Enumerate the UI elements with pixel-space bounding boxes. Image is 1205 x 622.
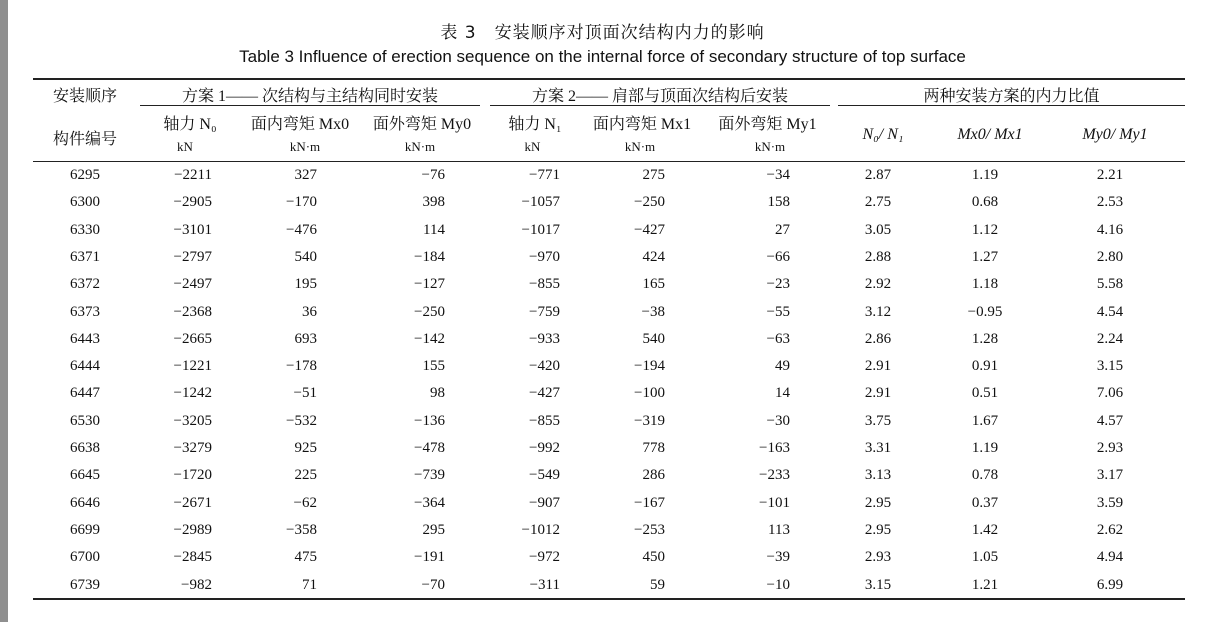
cell-axial-n1: −759 (529, 303, 560, 320)
header-ratio: 两种安装方案的内力比值 (923, 88, 1100, 105)
cell-axial-n0: −3101 (173, 221, 212, 238)
unit-n0: kN (177, 139, 193, 154)
cell-axial-n0: −3205 (173, 412, 212, 429)
cell-member-id: 6530 (70, 412, 100, 429)
cell-outplane-my0: −364 (414, 494, 445, 511)
cell-ratio-n: 2.91 (864, 358, 892, 375)
cell-outplane-my0: −76 (421, 167, 445, 183)
cell-ratio-n: 3.12 (864, 303, 892, 320)
cell-inplane-mx0: 693 (294, 330, 317, 347)
cell-ratio-n: 3.13 (864, 467, 892, 484)
header-inplane-mx0: 面内弯矩 Mx0 (250, 116, 350, 133)
table-caption-en: Table 3 Influence of erection sequence on the internal force of secondary structure of top surface (239, 47, 966, 66)
cell-ratio-my: 2.24 (1096, 330, 1124, 347)
cell-axial-n1: −933 (529, 330, 560, 347)
cell-axial-n1: −311 (529, 576, 560, 593)
cell-member-id: 6739 (70, 576, 100, 593)
cell-ratio-mx: 1.42 (971, 521, 999, 538)
cell-outplane-my0: 398 (422, 194, 445, 211)
cell-outplane-my1: 27 (775, 221, 790, 238)
cell-outplane-my1: −39 (766, 549, 790, 566)
header-outplane-my0: 面外弯矩 My0 (372, 116, 472, 133)
cell-ratio-mx: 1.19 (971, 440, 999, 456)
cell-outplane-my0: −142 (414, 330, 445, 347)
cell-outplane-my1: −55 (766, 303, 790, 320)
cell-outplane-my0: −739 (414, 467, 445, 484)
cell-outplane-my1: −63 (766, 330, 790, 347)
cell-axial-n1: −972 (529, 549, 560, 566)
cell-inplane-mx1: −253 (634, 521, 665, 538)
cell-ratio-my: 2.62 (1096, 521, 1124, 538)
cell-outplane-my1: 14 (775, 385, 790, 402)
cell-inplane-mx1: −194 (634, 358, 665, 375)
header-plan1: 方案 1—— 次结构与主结构同时安装 (181, 88, 438, 105)
cell-outplane-my1: 113 (768, 521, 790, 538)
cell-inplane-mx1: 778 (642, 440, 665, 456)
cell-axial-n0: −3279 (173, 440, 212, 456)
header-ratio-mx: Mx0/ Mx1 (957, 126, 1023, 143)
cell-inplane-mx1: −38 (641, 303, 665, 320)
cell-inplane-mx0: −62 (293, 494, 317, 511)
cell-ratio-mx: −0.95 (967, 303, 1003, 320)
unit-n1: kN (524, 139, 541, 154)
cell-ratio-my: 3.17 (1096, 467, 1124, 484)
header-ratio-n: N₀/ N₁ (862, 126, 904, 143)
cell-inplane-mx0: −178 (286, 358, 317, 375)
cell-member-id: 6699 (70, 521, 100, 538)
cell-axial-n1: −970 (529, 248, 560, 265)
cell-ratio-my: 2.53 (1096, 194, 1124, 211)
cell-inplane-mx0: 225 (294, 467, 317, 484)
top-rule (33, 78, 1185, 80)
cell-axial-n1: −1017 (521, 221, 560, 238)
cell-axial-n1: −855 (529, 412, 560, 429)
cell-inplane-mx0: 925 (294, 440, 317, 456)
cell-inplane-mx1: −319 (634, 412, 665, 429)
cell-ratio-my: 3.15 (1096, 358, 1124, 375)
cell-axial-n0: −2368 (173, 303, 212, 320)
cell-inplane-mx0: 475 (294, 549, 317, 566)
cell-inplane-mx1: 275 (642, 167, 665, 183)
cell-ratio-my: 4.54 (1096, 303, 1124, 320)
cell-axial-n1: −1012 (521, 521, 560, 538)
unit-mx1: kN·m (624, 139, 656, 154)
table-caption-cn: 表 3 安装顺序对顶面次结构内力的影响 (440, 23, 765, 43)
cell-outplane-my1: −34 (766, 167, 790, 183)
cell-axial-n0: −2665 (173, 330, 212, 347)
cell-ratio-mx: 0.91 (971, 358, 999, 375)
cell-inplane-mx0: 540 (294, 248, 317, 265)
cell-ratio-n: 2.91 (864, 385, 892, 402)
cell-outplane-my0: 114 (423, 221, 445, 238)
cell-ratio-mx: 1.18 (971, 276, 999, 293)
unit-my0: kN·m (404, 139, 436, 154)
cell-ratio-mx: 0.51 (971, 385, 999, 402)
cell-outplane-my0: −478 (414, 440, 445, 456)
cell-ratio-my: 7.06 (1096, 385, 1124, 402)
cell-outplane-my1: −66 (766, 248, 790, 265)
unit-mx0: kN·m (289, 139, 321, 154)
cell-ratio-n: 2.87 (864, 167, 892, 183)
cell-inplane-mx1: 59 (650, 576, 665, 593)
cell-inplane-mx1: 286 (642, 467, 665, 484)
cell-ratio-n: 3.05 (864, 221, 892, 238)
cell-inplane-mx0: 195 (294, 276, 317, 293)
cell-ratio-my: 4.57 (1096, 412, 1124, 429)
cell-inplane-mx1: −100 (634, 385, 665, 402)
header-inplane-mx1: 面内弯矩 Mx1 (592, 116, 692, 133)
cell-ratio-mx: 0.78 (971, 467, 999, 484)
cell-inplane-mx1: −250 (634, 194, 665, 211)
cell-axial-n0: −2497 (173, 276, 212, 293)
cell-axial-n1: −1057 (521, 194, 560, 211)
cell-ratio-n: 3.15 (864, 576, 892, 593)
cell-ratio-my: 2.21 (1096, 167, 1124, 183)
cell-axial-n1: −855 (529, 276, 560, 293)
cell-outplane-my0: −250 (414, 303, 445, 320)
cell-member-id: 6295 (70, 167, 100, 183)
cell-inplane-mx0: 71 (302, 576, 317, 593)
cell-ratio-mx: 0.37 (971, 494, 999, 511)
unit-my1: kN·m (754, 139, 786, 154)
cell-axial-n1: −549 (529, 467, 560, 484)
left-edge-bar (0, 0, 8, 622)
cell-ratio-n: 2.86 (864, 330, 892, 347)
header-sequence: 安装顺序 (52, 88, 117, 105)
cell-ratio-mx: 1.05 (971, 549, 999, 566)
cell-outplane-my0: 295 (422, 521, 445, 538)
cell-axial-n0: −1720 (173, 467, 212, 484)
cell-member-id: 6646 (70, 494, 100, 511)
cell-inplane-mx0: −358 (286, 521, 317, 538)
cell-ratio-mx: 1.12 (971, 221, 999, 238)
cell-outplane-my0: 98 (430, 385, 445, 402)
cell-inplane-mx0: 36 (302, 303, 317, 320)
cell-axial-n0: −2211 (174, 167, 212, 183)
cell-ratio-mx: 1.67 (971, 412, 999, 429)
cell-axial-n0: −982 (181, 576, 212, 593)
header-ratio-my: My0/ My1 (1082, 126, 1148, 143)
cell-axial-n0: −2989 (173, 521, 212, 538)
cell-member-id: 6645 (70, 467, 100, 484)
cell-outplane-my1: −23 (766, 276, 790, 293)
cell-ratio-n: 2.92 (864, 276, 892, 293)
cell-outplane-my1: 49 (775, 358, 790, 375)
cell-inplane-mx1: 424 (642, 248, 665, 265)
cell-axial-n1: −992 (529, 440, 560, 456)
header-axial-n1: 轴力 N₁ (508, 116, 562, 133)
cell-inplane-mx0: −51 (293, 385, 317, 402)
header-outplane-my1: 面外弯矩 My1 (718, 116, 817, 133)
cell-outplane-my0: −184 (414, 248, 445, 265)
cell-ratio-mx: 1.19 (971, 167, 999, 183)
cell-ratio-n: 3.31 (864, 440, 892, 456)
cell-axial-n1: −427 (529, 385, 560, 402)
cell-outplane-my0: −191 (414, 549, 445, 566)
cell-ratio-my: 3.59 (1096, 494, 1124, 511)
cell-outplane-my1: −233 (759, 467, 790, 484)
cell-member-id: 6444 (70, 358, 100, 375)
cell-axial-n0: −2845 (173, 549, 212, 566)
cell-ratio-n: 2.95 (864, 521, 892, 538)
cell-member-id: 6443 (70, 330, 100, 347)
cell-outplane-my1: −30 (766, 412, 790, 429)
cell-outplane-my1: −163 (759, 440, 790, 456)
cell-member-id: 6638 (70, 440, 100, 456)
cell-outplane-my0: −127 (414, 276, 445, 293)
cell-outplane-my0: −70 (421, 576, 445, 593)
header-member-id: 构件编号 (52, 131, 117, 148)
cell-ratio-my: 4.16 (1096, 221, 1124, 238)
cell-ratio-my: 2.80 (1096, 248, 1124, 265)
header-plan2: 方案 2—— 肩部与顶面次结构后安装 (531, 88, 788, 105)
cell-inplane-mx0: −476 (286, 221, 317, 238)
cell-member-id: 6300 (70, 194, 100, 211)
cell-ratio-mx: 1.28 (971, 330, 999, 347)
cell-member-id: 6371 (70, 248, 100, 265)
cell-axial-n0: −2797 (173, 248, 212, 265)
cell-ratio-n: 2.88 (864, 248, 892, 265)
cell-member-id: 6372 (70, 276, 100, 293)
cell-ratio-n: 2.75 (864, 194, 892, 211)
cell-inplane-mx1: 540 (642, 330, 665, 347)
cell-member-id: 6447 (70, 385, 100, 402)
cell-member-id: 6373 (70, 303, 100, 320)
cell-inplane-mx1: 165 (642, 276, 665, 293)
cell-member-id: 6700 (70, 549, 100, 566)
cell-ratio-n: 3.75 (864, 412, 892, 429)
cell-inplane-mx1: −427 (634, 221, 665, 238)
cell-inplane-mx0: −532 (286, 412, 317, 429)
cell-axial-n0: −2905 (173, 194, 212, 211)
cell-axial-n1: −907 (529, 494, 560, 511)
cell-inplane-mx0: −170 (286, 194, 317, 211)
cell-ratio-n: 2.93 (864, 549, 892, 566)
cell-inplane-mx0: 327 (294, 167, 317, 183)
cell-outplane-my1: −10 (766, 576, 790, 593)
cell-ratio-mx: 0.68 (971, 194, 999, 211)
cell-outplane-my1: −101 (759, 494, 790, 511)
cell-ratio-mx: 1.27 (971, 248, 999, 265)
cell-ratio-n: 2.95 (864, 494, 892, 511)
cell-ratio-my: 4.94 (1096, 549, 1124, 566)
cell-ratio-my: 5.58 (1096, 276, 1124, 293)
cell-axial-n1: −420 (529, 358, 560, 375)
cell-member-id: 6330 (70, 221, 100, 238)
cell-ratio-my: 6.99 (1096, 576, 1124, 593)
cell-outplane-my0: −136 (414, 412, 445, 429)
header-axial-n0: 轴力 N₀ (163, 116, 217, 133)
cell-axial-n0: −1242 (173, 385, 212, 402)
cell-ratio-mx: 1.21 (971, 576, 999, 593)
cell-axial-n0: −1221 (173, 358, 212, 375)
cell-ratio-my: 2.93 (1096, 440, 1124, 456)
cell-axial-n1: −771 (529, 167, 560, 183)
bottom-rule (33, 598, 1185, 600)
cell-outplane-my0: 155 (422, 358, 445, 375)
cell-inplane-mx1: −167 (634, 494, 665, 511)
cell-outplane-my1: 158 (767, 194, 790, 211)
cell-axial-n0: −2671 (173, 494, 212, 511)
header-bottom-rule (33, 161, 1185, 162)
cell-inplane-mx1: 450 (642, 549, 665, 566)
